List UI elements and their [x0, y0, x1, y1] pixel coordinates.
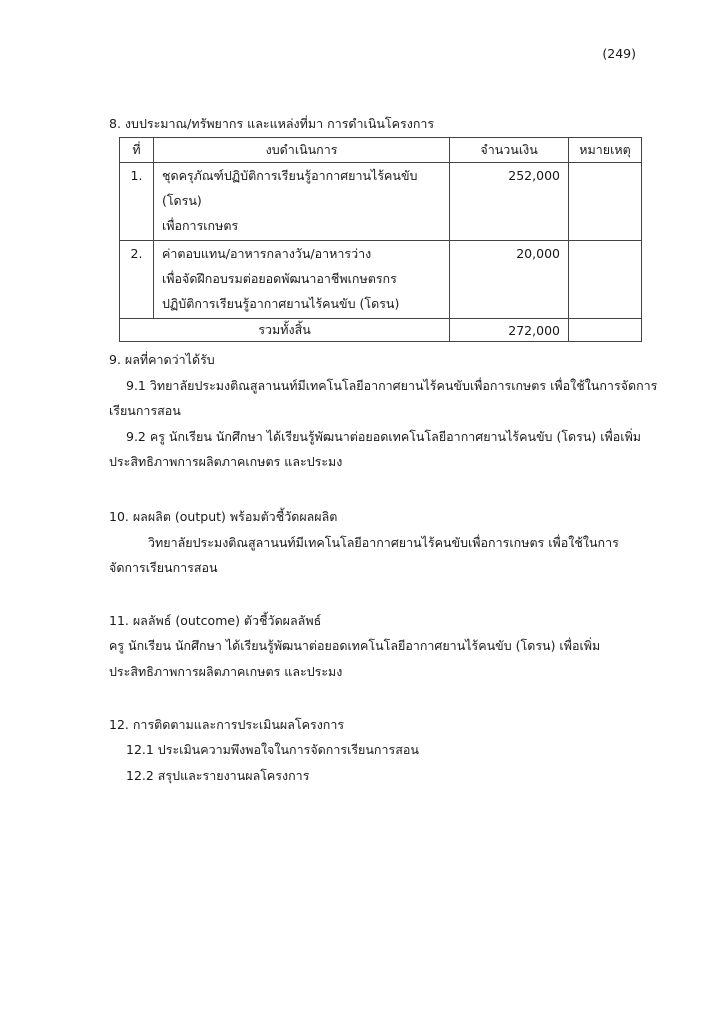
row-number: 2. [120, 241, 154, 319]
section-9-item-2-line-1: 9.2 ครู นักเรียน นักศึกษา ได้เรียนรู้พัฒนาต่อยอดเทคโนโลยีอากาศยานไร้คนขับ (โดรน) เพื่อเพิ่ม [126, 429, 642, 444]
row-activity [153, 163, 449, 241]
section-10-line-2: จัดการเรียนการสอน [109, 560, 218, 575]
header-activity: งบดำเนินการ [153, 138, 449, 163]
section-9-heading: 9. ผลที่คาดว่าได้รับ [109, 352, 215, 367]
header-note: หมายเหตุ [568, 138, 641, 163]
section-9-item-1-line-1: 9.1 วิทยาลัยประมงติณสูลานนท์มีเทคโนโลยีอากาศยานไร้คนขับเพื่อการเกษตร เพื่อใช้ในการจัดการ [126, 378, 658, 393]
total-note [568, 319, 641, 342]
section-9-item-2-line-2: ประสิทธิภาพการผลิตภาคเกษตร และประมง [109, 454, 343, 469]
total-label: รวมทั้งสิ้น [120, 319, 450, 342]
budget-table-header-row [120, 138, 642, 163]
header-no: ที่ [120, 138, 154, 163]
section-11-line-1: ครู นักเรียน นักศึกษา ได้เรียนรู้พัฒนาต่อยอดเทคโนโลยีอากาศยานไร้คนขับ (โดรน) เพื่อเพิ่ม [109, 638, 601, 653]
row-note [568, 241, 641, 319]
page-number: (249) [602, 46, 636, 61]
section-9-item-1-line-2: เรียนการสอน [109, 403, 181, 418]
activity-line: ปฏิบัติการเรียนรู้อากาศยานไร้คนขับ (โดรน) [161, 296, 400, 311]
activity-line: ชุดครุภัณฑ์ปฏิบัติการเรียนรู้อากาศยานไร้คนขับ (โดรน) [161, 168, 418, 208]
table-total-row [120, 319, 642, 342]
section-10-line-1: วิทยาลัยประมงติณสูลานนท์มีเทคโนโลยีอากาศยานไร้คนขับเพื่อการเกษตร เพื่อใช้ในการ [148, 535, 619, 550]
row-amount: 252,000 [450, 163, 569, 241]
section-8-heading: 8. งบประมาณ/ทรัพยากร และแหล่งที่มา การดำเนินโครงการ [109, 116, 435, 131]
header-amount: จำนวนเงิน [450, 138, 569, 163]
section-12-heading: 12. การติดตามและการประเมินผลโครงการ [109, 717, 345, 732]
activity-line: เพื่อจัดฝึกอบรมต่อยอดพัฒนาอาชีพเกษตรกร [161, 271, 397, 286]
row-amount: 20,000 [450, 241, 569, 319]
total-amount: 272,000 [450, 319, 569, 342]
section-11-heading: 11. ผลลัพธ์ (outcome) ตัวชี้วัดผลลัพธ์ [109, 613, 322, 628]
activity-line: ค่าตอบแทน/อาหารกลางวัน/อาหารว่าง [161, 246, 372, 261]
activity-line: เพื่อการเกษตร [161, 218, 239, 233]
table-row [120, 241, 642, 319]
row-note [568, 163, 641, 241]
section-11-line-2: ประสิทธิภาพการผลิตภาคเกษตร และประมง [109, 664, 343, 679]
table-row [120, 163, 642, 241]
section-12-item-1: 12.1 ประเมินความพึงพอใจในการจัดการเรียนการสอน [126, 742, 419, 757]
budget-table [119, 137, 642, 342]
row-activity [153, 241, 449, 319]
section-12-item-2: 12.2 สรุปและรายงานผลโครงการ [126, 768, 310, 783]
section-10-heading: 10. ผลผลิต (output) พร้อมตัวชี้วัดผลผลิต [109, 509, 338, 524]
row-number: 1. [120, 163, 154, 241]
